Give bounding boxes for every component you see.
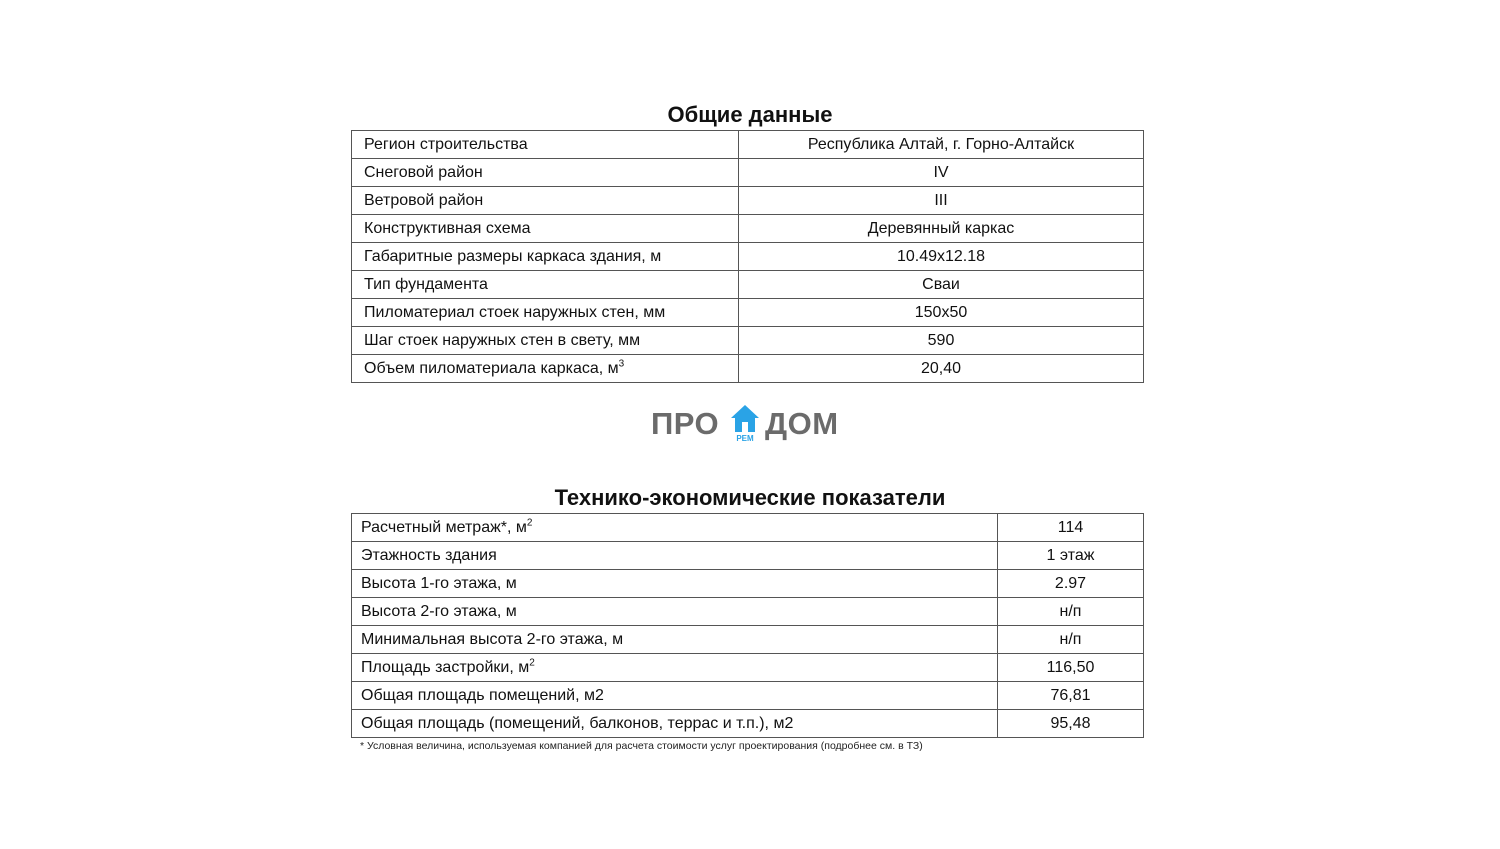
row-label: Пиломатериал стоек наружных стен, мм: [352, 299, 739, 327]
table-row: [352, 570, 1144, 598]
row-value: Республика Алтай, г. Горно-Алтайск: [739, 131, 1144, 159]
table-row: [352, 682, 1144, 710]
row-label: Высота 2-го этажа, м: [352, 598, 998, 626]
row-value: 116,50: [998, 654, 1144, 682]
table-row: [352, 187, 1144, 215]
row-label: Снеговой район: [352, 159, 739, 187]
unit-superscript: 2: [526, 517, 533, 529]
footnote: * Условная величина, используемая компанией для расчета стоимости услуг проектирования (подробнее см. в ТЗ): [360, 740, 923, 752]
table-row: [352, 327, 1144, 355]
table-row: [352, 598, 1144, 626]
row-label: Габаритные размеры каркаса здания, м: [352, 243, 739, 271]
row-label: Высота 1-го этажа, м: [352, 570, 998, 598]
table-row: [352, 710, 1144, 738]
row-value: 10.49x12.18: [739, 243, 1144, 271]
row-value: 20,40: [739, 355, 1144, 383]
row-label: Общая площадь (помещений, балконов, террас и т.п.), м2: [352, 710, 998, 738]
row-value: III: [739, 187, 1144, 215]
row-label-text: Расчетный метраж*, м: [361, 518, 527, 536]
unit-superscript: 3: [618, 358, 625, 370]
row-label: Минимальная высота 2-го этажа, м: [352, 626, 998, 654]
row-label: [352, 355, 739, 383]
general-data-title: Общие данные: [667, 102, 833, 127]
table-row: [352, 299, 1144, 327]
logo-word-right: ДОМ: [765, 406, 839, 441]
tech-indicators-title: Технико-экономические показатели: [554, 485, 946, 510]
house-icon: [729, 403, 761, 435]
row-value: 590: [739, 327, 1144, 355]
row-label: Регион строительства: [352, 131, 739, 159]
row-value: н/п: [998, 598, 1144, 626]
row-label: Шаг стоек наружных стен в свету, мм: [352, 327, 739, 355]
row-label: Ветровой район: [352, 187, 739, 215]
company-logo: [651, 403, 851, 447]
table-row: [352, 159, 1144, 187]
table-row: [352, 215, 1144, 243]
row-label: Тип фундамента: [352, 271, 739, 299]
table-row: [352, 542, 1144, 570]
tech-indicators-table: [351, 513, 1144, 738]
unit-superscript: 2: [529, 657, 535, 669]
row-value: IV: [739, 159, 1144, 187]
logo-subtitle: РЕМ: [736, 434, 754, 443]
row-value: 76,81: [998, 682, 1144, 710]
row-value: 2.97: [998, 570, 1144, 598]
row-value: Деревянный каркас: [739, 215, 1144, 243]
table-row: [352, 271, 1144, 299]
table-row: [352, 654, 1144, 682]
table-row: [352, 243, 1144, 271]
row-label: Этажность здания: [352, 542, 998, 570]
table-row: [352, 514, 1144, 542]
row-value: н/п: [998, 626, 1144, 654]
table-row: [352, 131, 1144, 159]
row-value: 114: [998, 514, 1144, 542]
table-row: [352, 626, 1144, 654]
row-label: [352, 654, 998, 682]
row-label: [352, 514, 998, 542]
table-row: [352, 355, 1144, 383]
row-value: Сваи: [739, 271, 1144, 299]
row-label: Общая площадь помещений, м2: [352, 682, 998, 710]
row-value: 150x50: [739, 299, 1144, 327]
logo-word-left: ПРО: [651, 406, 720, 441]
row-label: Конструктивная схема: [352, 215, 739, 243]
row-value: 1 этаж: [998, 542, 1144, 570]
row-value: 95,48: [998, 710, 1144, 738]
row-label-text: Площадь застройки, м: [361, 658, 530, 676]
row-label-text: Объем пиломатериала каркаса, м: [364, 359, 619, 377]
general-data-table: [351, 130, 1144, 383]
